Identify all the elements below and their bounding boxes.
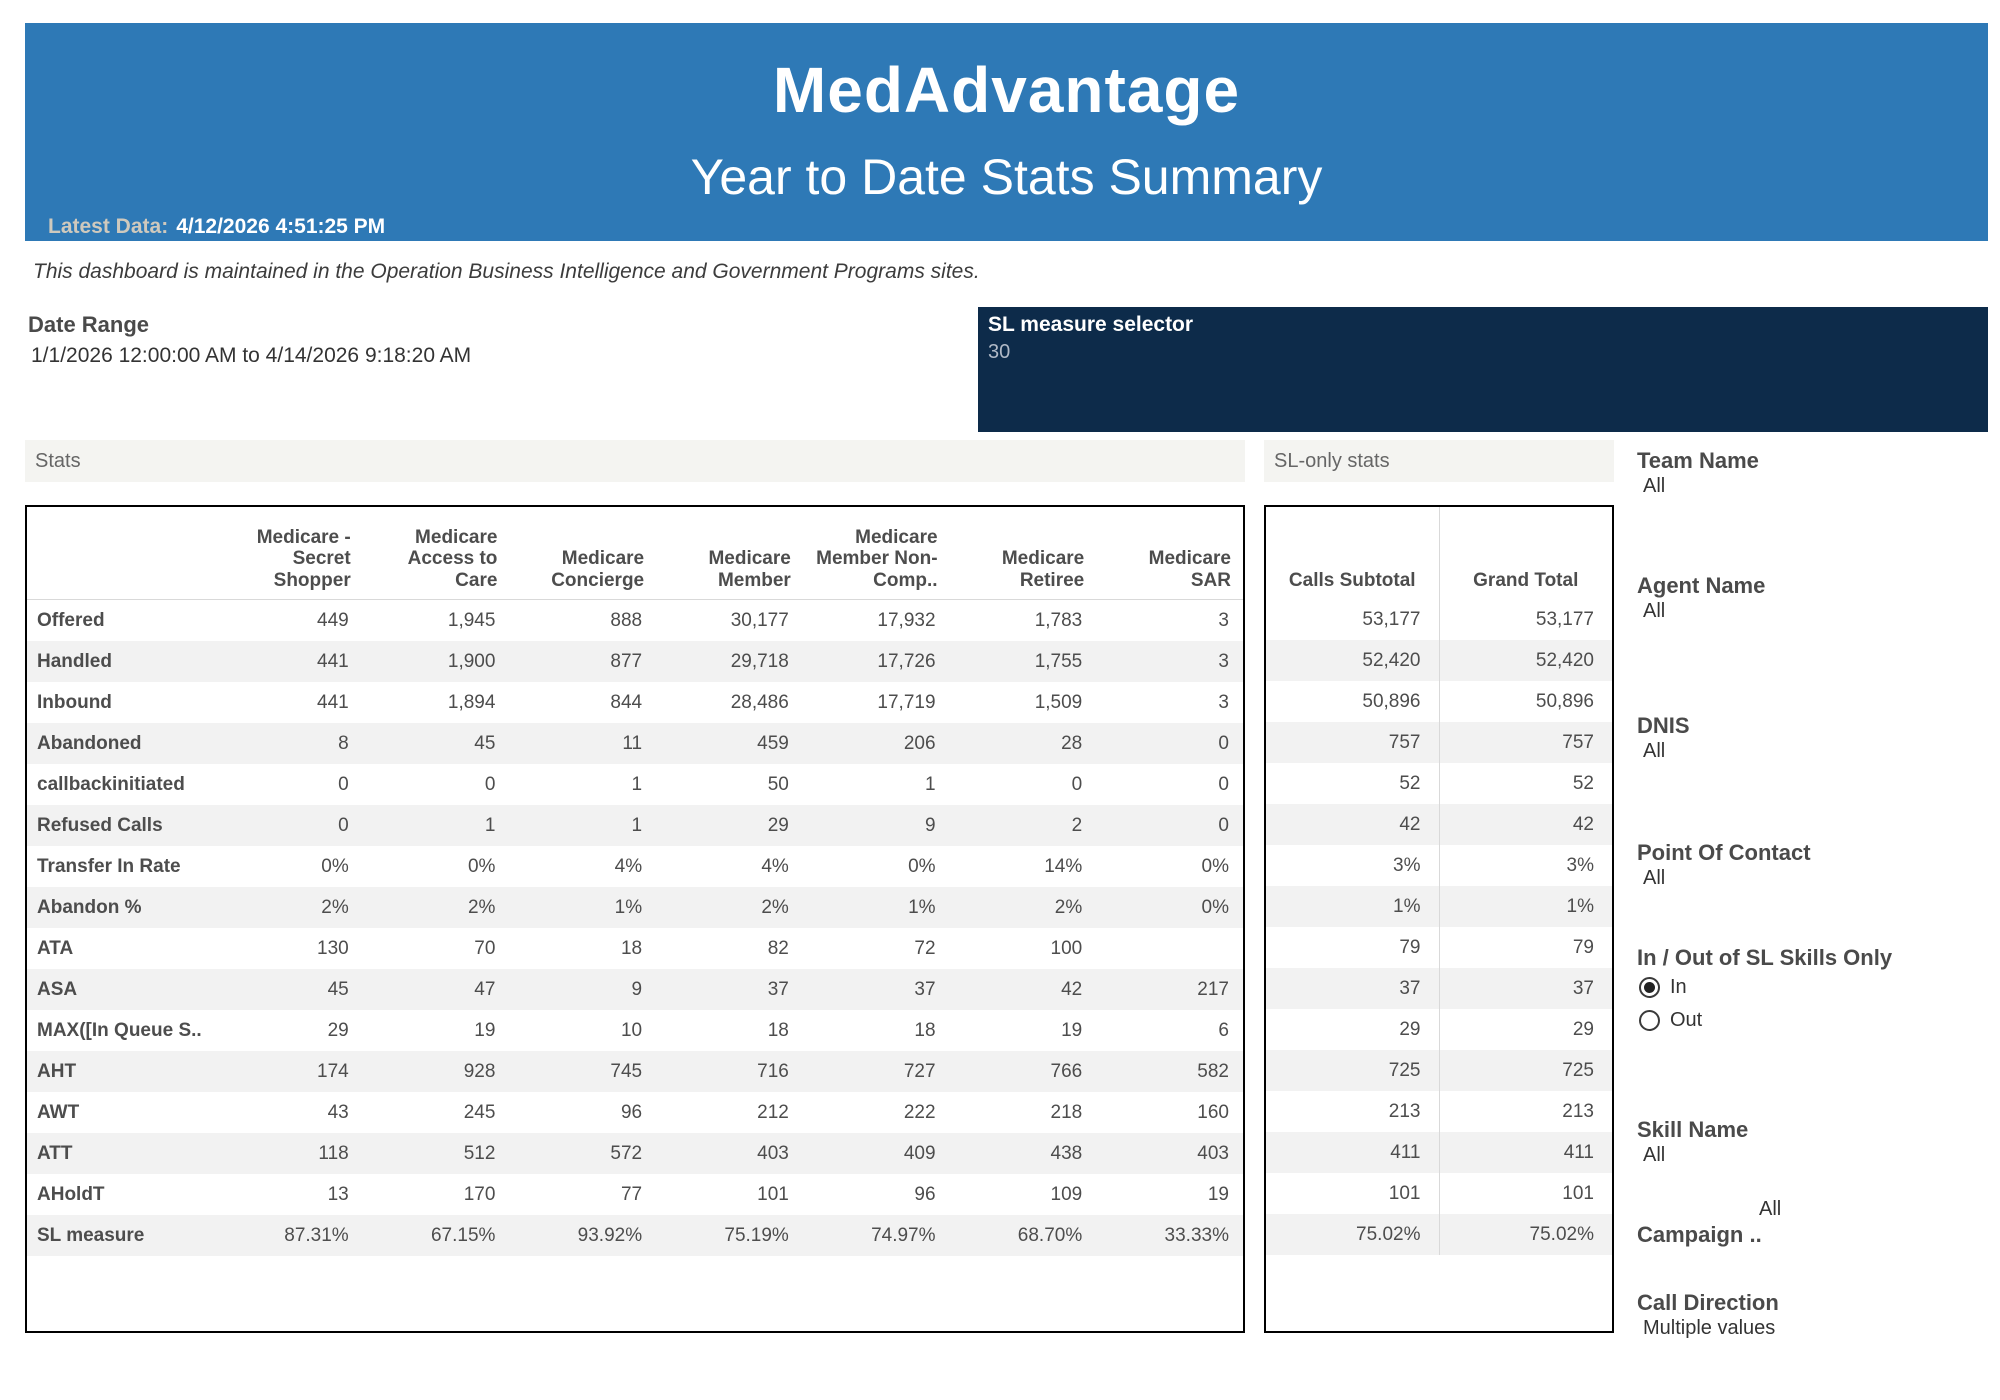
stats-cell: 217 bbox=[1197, 978, 1229, 1000]
stats-cell: 19 bbox=[1207, 1183, 1229, 1205]
grand-total-cell: 50,896 bbox=[1535, 690, 1594, 712]
calls-subtotal-cell: 725 bbox=[1266, 1050, 1439, 1091]
calls-subtotal-cell: 3% bbox=[1266, 845, 1439, 886]
calls-subtotal-cell: 42 bbox=[1266, 804, 1439, 845]
sl-only-table-row bbox=[1266, 1009, 1612, 1050]
stats-cell bbox=[1096, 928, 1243, 969]
filter-point-of-contact-value[interactable]: All bbox=[1643, 867, 1666, 889]
stats-cell: 0 bbox=[1071, 773, 1083, 795]
stats-col-header: Medicare Member bbox=[656, 507, 803, 600]
calls-subtotal-cell: 52,420 bbox=[1266, 640, 1439, 681]
stats-table-row bbox=[27, 600, 1243, 642]
stats-cell: 18 bbox=[767, 1019, 789, 1041]
stats-cell: 9 bbox=[924, 814, 936, 836]
stats-table-row bbox=[27, 928, 1243, 969]
filter-call-direction-label: Call Direction bbox=[1637, 1290, 1779, 1315]
calls-subtotal-cell: 411 bbox=[1266, 1132, 1439, 1173]
grand-total-cell: 1% bbox=[1566, 895, 1594, 917]
filter-skill-name-value[interactable]: All bbox=[1643, 1144, 1666, 1166]
stats-cell: 9 bbox=[631, 978, 643, 1000]
filter-team-name-value[interactable]: All bbox=[1643, 475, 1666, 497]
stats-cell: 409 bbox=[903, 1142, 936, 1164]
stats-row-label: AHT bbox=[37, 1060, 77, 1082]
stats-cell: 130 bbox=[317, 937, 349, 959]
stats-cell: 18 bbox=[914, 1019, 936, 1041]
latest-data-value: 4/12/2026 4:51:25 PM bbox=[176, 215, 386, 238]
stats-cell: 212 bbox=[757, 1101, 789, 1123]
filter-in-out-sl-skills-label: In / Out of SL Skills Only bbox=[1637, 945, 1893, 970]
stats-cell: 17,719 bbox=[877, 691, 936, 713]
calls-subtotal-cell: 1% bbox=[1266, 886, 1439, 927]
filter-point-of-contact-label: Point Of Contact bbox=[1637, 840, 1811, 865]
stats-row-label: Offered bbox=[37, 609, 105, 631]
stats-cell: 101 bbox=[757, 1183, 789, 1205]
stats-cell: 4% bbox=[761, 855, 789, 877]
stats-cell: 766 bbox=[1050, 1060, 1083, 1082]
stats-row-label: ASA bbox=[37, 978, 78, 1000]
stats-cell: 572 bbox=[610, 1142, 643, 1164]
sl-only-panel-title: SL-only stats bbox=[1264, 440, 1614, 482]
stats-cell: 45 bbox=[327, 978, 349, 1000]
grand-total-cell: 101 bbox=[1562, 1182, 1594, 1204]
stats-cell: 77 bbox=[620, 1183, 643, 1205]
stats-table-row bbox=[27, 1215, 1243, 1256]
radio-option-in[interactable] bbox=[1639, 976, 1687, 999]
stats-cell: 33.33% bbox=[1164, 1224, 1229, 1246]
stats-col-header: Medicare SAR bbox=[1096, 507, 1243, 600]
grand-total-cell: 79 bbox=[1572, 936, 1594, 958]
stats-cell: 37 bbox=[914, 978, 936, 1000]
stats-cell: 888 bbox=[610, 609, 643, 631]
stats-cell: 17,932 bbox=[877, 609, 936, 631]
stats-corner-cell bbox=[27, 507, 216, 600]
stats-cell: 0% bbox=[1201, 855, 1229, 877]
stats-cell: 438 bbox=[1050, 1142, 1083, 1164]
stats-row-label: MAX([In Queue S.. bbox=[37, 1019, 202, 1041]
sl-measure-selector-value[interactable]: 30 bbox=[988, 341, 1011, 363]
stats-cell: 2 bbox=[1071, 814, 1083, 836]
stats-table-row bbox=[27, 969, 1243, 1010]
stats-cell: 222 bbox=[903, 1101, 936, 1123]
stats-cell: 2% bbox=[321, 896, 349, 918]
sl-only-table bbox=[1266, 507, 1612, 1255]
filter-campaign-label: Campaign .. bbox=[1637, 1222, 1762, 1247]
stats-cell: 245 bbox=[463, 1101, 496, 1123]
stats-col-header: Medicare - Secret Shopper bbox=[216, 507, 363, 600]
stats-table-row bbox=[27, 1010, 1243, 1051]
stats-cell: 1 bbox=[484, 814, 496, 836]
grand-total-cell: 29 bbox=[1572, 1018, 1594, 1040]
stats-cell: 0 bbox=[338, 773, 349, 795]
radio-option-label: In bbox=[1670, 976, 1687, 998]
stats-cell: 19 bbox=[474, 1019, 496, 1041]
stats-row-label: Refused Calls bbox=[37, 814, 163, 836]
stats-cell: 28 bbox=[1061, 732, 1083, 754]
stats-cell: 745 bbox=[610, 1060, 643, 1082]
grand-total-cell: 37 bbox=[1572, 977, 1594, 999]
stats-cell: 1% bbox=[908, 896, 936, 918]
sl-only-table-row bbox=[1266, 599, 1612, 640]
stats-cell: 28,486 bbox=[730, 691, 789, 713]
stats-header-row bbox=[27, 507, 1243, 600]
sl-only-table-row bbox=[1266, 845, 1612, 886]
grand-total-cell: 213 bbox=[1562, 1100, 1594, 1122]
stats-table-row bbox=[27, 1051, 1243, 1092]
stats-cell: 582 bbox=[1197, 1060, 1229, 1082]
stats-cell: 174 bbox=[317, 1060, 349, 1082]
stats-cell: 29 bbox=[767, 814, 789, 836]
latest-data bbox=[48, 215, 385, 239]
stats-cell: 1,894 bbox=[447, 691, 496, 713]
stats-cell: 67.15% bbox=[430, 1224, 496, 1246]
stats-row-label: callbackinitiated bbox=[37, 773, 185, 795]
sl-only-table-row bbox=[1266, 1050, 1612, 1091]
calls-subtotal-cell: 37 bbox=[1266, 968, 1439, 1009]
stats-row-label: Handled bbox=[37, 650, 112, 672]
sl-only-table-row bbox=[1266, 886, 1612, 927]
sl-only-header-row bbox=[1266, 507, 1612, 599]
calls-subtotal-cell: 757 bbox=[1266, 722, 1439, 763]
stats-cell: 13 bbox=[327, 1183, 349, 1205]
radio-unselected-icon[interactable] bbox=[1639, 1010, 1660, 1031]
page-subtitle: Year to Date Stats Summary bbox=[690, 149, 1323, 205]
sl-only-col-header: Grand Total bbox=[1473, 569, 1579, 591]
sl-only-table-row bbox=[1266, 1214, 1612, 1255]
stats-cell: 75.19% bbox=[724, 1224, 789, 1246]
stats-table-row bbox=[27, 641, 1243, 682]
calls-subtotal-cell: 52 bbox=[1266, 763, 1439, 804]
stats-cell: 118 bbox=[318, 1142, 349, 1164]
date-range-value: 1/1/2026 12:00:00 AM to 4/14/2026 9:18:20 AM bbox=[31, 344, 472, 367]
sl-only-table-row bbox=[1266, 804, 1612, 845]
latest-data-label: Latest Data: bbox=[48, 215, 169, 238]
stats-table-row bbox=[27, 764, 1243, 805]
stats-cell: 2% bbox=[761, 896, 789, 918]
stats-cell: 1 bbox=[924, 773, 936, 795]
stats-cell: 11 bbox=[622, 732, 643, 754]
stats-cell: 72 bbox=[914, 937, 936, 959]
stats-row-label: ATA bbox=[37, 937, 74, 959]
stats-cell: 441 bbox=[317, 691, 349, 713]
sl-only-table-row bbox=[1266, 1091, 1612, 1132]
stats-cell: 82 bbox=[767, 937, 789, 959]
radio-dot bbox=[1644, 982, 1655, 993]
stats-cell: 449 bbox=[317, 609, 349, 631]
stats-cell: 70 bbox=[474, 937, 496, 959]
stats-cell: 1,900 bbox=[447, 650, 496, 672]
stats-row-label: Abandoned bbox=[37, 732, 142, 754]
stats-col-header: Medicare Member Non-Comp.. bbox=[803, 507, 950, 600]
stats-cell: 68.70% bbox=[1017, 1224, 1083, 1246]
grand-total-cell: 757 bbox=[1562, 731, 1594, 753]
stats-table-row bbox=[27, 1133, 1243, 1174]
stats-table-row bbox=[27, 723, 1243, 764]
stats-cell: 100 bbox=[1050, 937, 1083, 959]
stats-cell: 47 bbox=[474, 978, 496, 1000]
stats-cell: 45 bbox=[474, 732, 496, 754]
stats-cell: 160 bbox=[1197, 1101, 1229, 1123]
stats-cell: 170 bbox=[463, 1183, 496, 1205]
stats-cell: 43 bbox=[327, 1101, 349, 1123]
stats-cell: 6 bbox=[1218, 1019, 1229, 1041]
stats-cell: 0 bbox=[1218, 732, 1229, 754]
calls-subtotal-cell: 79 bbox=[1266, 927, 1439, 968]
stats-row-label: AHoldT bbox=[37, 1183, 105, 1205]
radio-selected-icon[interactable] bbox=[1639, 977, 1660, 998]
stats-cell: 727 bbox=[903, 1060, 936, 1082]
date-range-label: Date Range bbox=[28, 312, 150, 337]
filter-dnis-value[interactable]: All bbox=[1643, 740, 1666, 762]
stats-cell: 928 bbox=[463, 1060, 496, 1082]
filter-campaign-value[interactable]: All bbox=[1759, 1198, 1782, 1220]
stats-cell: 1 bbox=[631, 814, 643, 836]
stats-cell: 0% bbox=[908, 855, 936, 877]
calls-subtotal-cell: 29 bbox=[1266, 1009, 1439, 1050]
stats-cell: 1 bbox=[631, 773, 643, 795]
stats-cell: 10 bbox=[620, 1019, 643, 1041]
grand-total-cell: 52,420 bbox=[1535, 649, 1594, 671]
sl-only-table-container bbox=[1264, 505, 1614, 1333]
stats-table-row bbox=[27, 1092, 1243, 1133]
stats-cell: 1,945 bbox=[447, 609, 496, 631]
grand-total-cell: 75.02% bbox=[1529, 1223, 1594, 1245]
stats-row-label: SL measure bbox=[37, 1224, 145, 1246]
stats-cell: 37 bbox=[767, 978, 789, 1000]
stats-col-header: Medicare Access to Care bbox=[363, 507, 510, 600]
stats-cell: 403 bbox=[1197, 1142, 1229, 1164]
filter-dnis-label: DNIS bbox=[1637, 713, 1690, 738]
stats-cell: 403 bbox=[757, 1142, 789, 1164]
stats-cell: 87.31% bbox=[284, 1224, 349, 1246]
filter-agent-name-label: Agent Name bbox=[1637, 573, 1766, 598]
sl-only-table-row bbox=[1266, 640, 1612, 681]
date-range bbox=[28, 312, 471, 368]
stats-cell: 206 bbox=[903, 732, 936, 754]
stats-cell: 1,755 bbox=[1034, 650, 1083, 672]
filter-call-direction-value[interactable]: Multiple values bbox=[1643, 1317, 1776, 1339]
stats-table-container bbox=[25, 505, 1245, 1333]
stats-cell: 459 bbox=[757, 732, 789, 754]
stats-row-label: Abandon % bbox=[37, 896, 142, 918]
stats-cell: 96 bbox=[914, 1183, 936, 1205]
stats-table-row bbox=[27, 1174, 1243, 1215]
stats-cell: 96 bbox=[620, 1101, 643, 1123]
stats-cell: 0 bbox=[338, 814, 349, 836]
filter-skill-name-label: Skill Name bbox=[1637, 1117, 1749, 1142]
stats-cell: 0% bbox=[467, 855, 496, 877]
sl-measure-selector-label: SL measure selector bbox=[988, 313, 1194, 336]
stats-cell: 0 bbox=[1218, 773, 1229, 795]
stats-cell: 441 bbox=[317, 650, 349, 672]
sl-only-table-row bbox=[1266, 722, 1612, 763]
stats-cell: 0% bbox=[1201, 896, 1229, 918]
stats-cell: 18 bbox=[620, 937, 643, 959]
stats-cell: 844 bbox=[610, 691, 643, 713]
grand-total-cell: 52 bbox=[1572, 772, 1594, 794]
stats-cell: 2% bbox=[467, 896, 496, 918]
stats-col-header: Medicare Concierge bbox=[509, 507, 656, 600]
stats-row-label: Transfer In Rate bbox=[37, 855, 181, 877]
grand-total-cell: 42 bbox=[1572, 813, 1594, 835]
stats-panel-title: Stats bbox=[25, 440, 1245, 482]
stats-row-label: ATT bbox=[37, 1142, 73, 1164]
stats-cell: 1% bbox=[614, 896, 643, 918]
stats-cell: 3 bbox=[1218, 609, 1229, 631]
stats-cell: 30,177 bbox=[730, 609, 789, 631]
filter-agent-name-value[interactable]: All bbox=[1643, 600, 1666, 622]
stats-cell: 3 bbox=[1218, 691, 1229, 713]
stats-cell: 8 bbox=[338, 732, 349, 754]
stats-cell: 877 bbox=[610, 650, 643, 672]
grand-total-cell: 411 bbox=[1563, 1141, 1594, 1163]
calls-subtotal-cell: 213 bbox=[1266, 1091, 1439, 1132]
sl-only-table-row bbox=[1266, 1173, 1612, 1214]
stats-cell: 109 bbox=[1050, 1183, 1083, 1205]
stats-row-label: AWT bbox=[37, 1101, 80, 1123]
calls-subtotal-cell: 101 bbox=[1266, 1173, 1439, 1214]
stats-cell: 0 bbox=[484, 773, 496, 795]
stats-col-header: Medicare Retiree bbox=[950, 507, 1097, 600]
stats-table-row bbox=[27, 846, 1243, 887]
stats-table bbox=[27, 507, 1243, 1256]
stats-table-row bbox=[27, 805, 1243, 846]
calls-subtotal-cell: 50,896 bbox=[1266, 681, 1439, 722]
stats-cell: 512 bbox=[463, 1142, 496, 1164]
stats-cell: 4% bbox=[614, 855, 643, 877]
calls-subtotal-cell: 75.02% bbox=[1266, 1214, 1439, 1255]
filter-panel bbox=[1637, 0, 1997, 1400]
calls-subtotal-cell: 53,177 bbox=[1266, 599, 1439, 640]
grand-total-cell: 3% bbox=[1566, 854, 1594, 876]
grand-total-cell: 725 bbox=[1562, 1059, 1594, 1081]
stats-cell: 93.92% bbox=[577, 1224, 643, 1246]
sl-only-col-header: Calls Subtotal bbox=[1266, 507, 1439, 599]
stats-table-row bbox=[27, 887, 1243, 928]
stats-cell: 0% bbox=[321, 855, 349, 877]
stats-cell: 218 bbox=[1050, 1101, 1083, 1123]
radio-option-out[interactable] bbox=[1639, 1009, 1702, 1032]
page-title: MedAdvantage bbox=[772, 54, 1241, 126]
stats-cell: 0 bbox=[1218, 814, 1229, 836]
stats-cell: 19 bbox=[1061, 1019, 1083, 1041]
stats-row-label: Inbound bbox=[37, 691, 112, 713]
stats-cell: 17,726 bbox=[877, 650, 936, 672]
stats-cell: 716 bbox=[757, 1060, 789, 1082]
stats-cell: 2% bbox=[1054, 896, 1083, 918]
stats-cell: 1,509 bbox=[1034, 691, 1083, 713]
grand-total-cell: 53,177 bbox=[1535, 608, 1594, 630]
sl-only-table-row bbox=[1266, 1132, 1612, 1173]
sl-only-table-row bbox=[1266, 763, 1612, 804]
stats-cell: 14% bbox=[1044, 855, 1083, 877]
radio-option-label: Out bbox=[1670, 1009, 1703, 1031]
stats-cell: 42 bbox=[1061, 978, 1083, 1000]
stats-cell: 1,783 bbox=[1034, 609, 1083, 631]
stats-cell: 29 bbox=[327, 1019, 349, 1041]
sl-only-table-row bbox=[1266, 968, 1612, 1009]
filter-team-name-label: Team Name bbox=[1637, 448, 1759, 473]
stats-cell: 50 bbox=[767, 773, 789, 795]
sl-only-table-row bbox=[1266, 927, 1612, 968]
stats-cell: 29,718 bbox=[730, 650, 789, 672]
stats-cell: 74.97% bbox=[871, 1224, 936, 1246]
maintenance-note: This dashboard is maintained in the Operation Business Intelligence and Government Programs sites. bbox=[33, 260, 980, 283]
stats-cell: 3 bbox=[1218, 650, 1229, 672]
sl-only-table-row bbox=[1266, 681, 1612, 722]
stats-table-row bbox=[27, 682, 1243, 723]
